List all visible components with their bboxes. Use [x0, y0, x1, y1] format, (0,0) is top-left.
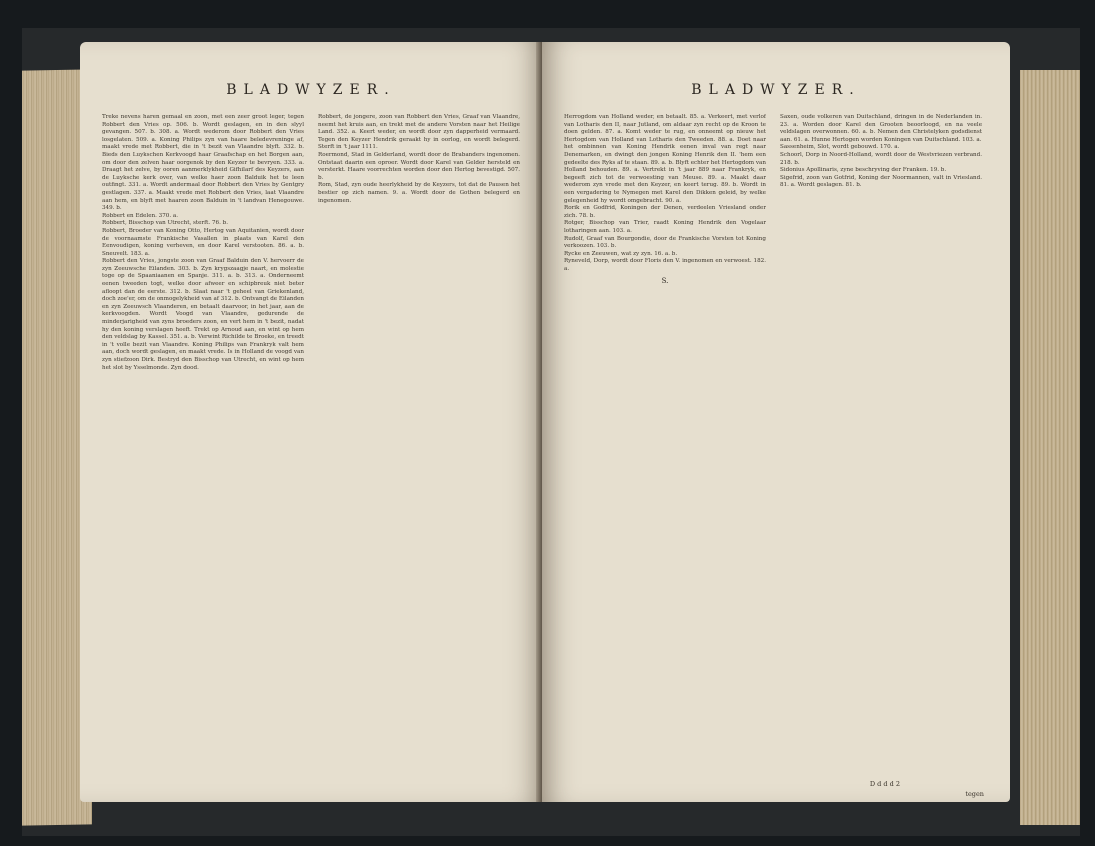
index-entry: Sigefrid, zoon van Gotfrid, Koning der Noormannen, valt in Vriesland. 81. a. Wordt geslagen. 81. b. — [780, 174, 982, 189]
index-entry: Rudolf, Graaf van Bourgondie, door de Frankische Vorsten tot Koning verkoozen. 103. b. — [564, 235, 766, 250]
left-column-1 — [102, 114, 304, 780]
right-page-edges — [1020, 70, 1080, 825]
right-page — [542, 42, 1010, 802]
index-entry: Ryneveld, Dorp, wordt door Floris den V. ingenomen en verwoest. 182. a. — [564, 258, 766, 272]
index-entry: Schoorl, Dorp in Noord-Holland, wordt door de Westvriezen verbrand. 218. b. — [780, 151, 982, 166]
index-entry: Rotger, Bisschop van Trier, raadt Koning Hendrik den Vogelaar lotharingen aan. 103. a. — [564, 220, 766, 234]
index-entry: Robbert en Edelen. 370. a. — [102, 212, 179, 219]
catchword: tegen — [965, 790, 984, 798]
index-entry: Rorik en Godfrid, Koningen der Denen, verdeelen Vriesland onder zich. 78. b. — [564, 205, 766, 219]
index-entry: Sassenheim, Slot, wordt gebouwd. 170. a. — [780, 144, 900, 151]
index-entry: Robbert, de jongere, zoon van Robbert den Vries, Graaf van Vlaandre, neemt het kruis aan, en trekt met de andere Vorsten naar het Heilige Land. 352. a. Keert weder, en wordt door zyn dapperheid vermaard. Tegen den Keyzer Hendrik geraakt hy in oorlog, en wordt belegerd. Sterft in 't jaar 1111. — [318, 114, 520, 151]
index-entry: Robbert, Broeder van Koning Otto, Hertog van Aquitanien, wordt door de voornaamste Frankische Vasallen in plaats van Karel den Eenvoudigen, koning verheven, en door Karel verstooten. 86. a. b. Sneuvelt. 183. a. — [102, 227, 304, 257]
section-letter: S. — [661, 277, 669, 286]
index-entry: Rycke en Zeeuwen, wat zy zyn. 16. a. b. — [564, 250, 678, 257]
right-page-header: BLADWYZER. — [691, 82, 861, 98]
left-column-2 — [318, 114, 520, 780]
left-page-columns — [102, 114, 520, 780]
index-entry: Treke nevens haren gemaal en zoon, met een zeer groot leger, tegen Robbert den Vries op. 506. b. Wordt geslagen, en in den slyyl gevangen. 507. b. 308. a. Wordt wederom door Robbert den Vries losgelaten. 509. a. Koning Philips zyn van haare beledevreninge af, maakt vrede met Robbert, die in 't bezit van Vlaandre blyft. 332. b. Bieds den Luykschen Kerkvoogd haar Graafschap en het Borgen aan, om door den zelven haar oorgenok by den Keyzer te bevryen. 333. a. Draagt het zelve, by ooren aanmerklykheid Gifhilarf des Keyzers, aan de Luyksche kerk over, van welke haer zoon Balduik het te leen outfingt. 331. a. Wordt andermaal door Robbert den Vries by Gentgry gestlagen. 337. a. Maakt vrede met Robbert den Vries, laat Vlaandre aan hem, en blyft met haaren zoon Balduin in 't landvan Henegouwe. 349. b. — [102, 114, 304, 212]
index-entry: Roermond, Stad in Gelderland, wordt door de Brabanders ingenomen. Ontstaat daarin een oproer. Wordt door Karel van Gelder hersteld en versterkt. Haare voorrechten worden door den Hertog bevestigd. 507. b. — [318, 151, 520, 181]
right-column-1 — [564, 114, 766, 780]
index-entry: Saxen, oude volkeren van Duitschland, dringen in de Nederlanden in. 23. a. Worden door Karel den Grooten beoorloogd, en na veele veldslagen overwonnen. 60. a. b. Nemen den Christelyken godsdienst aan. 61. a. Hunne Hertogen worden Koningen van Duitschland. 103. a. — [780, 114, 982, 143]
right-column-2 — [780, 114, 982, 780]
left-page-header: BLADWYZER. — [226, 82, 396, 98]
left-page — [80, 42, 542, 802]
right-page-columns — [564, 114, 982, 780]
index-entry: Herrogdom van Holland weder, en betaalt. 85. a. Verkeert, met verlof van Lotharis den II, naar Jutland, om aldaar zyn recht op de Kroon te doen gelden. 87. a. Komt weder te rug, en onneemt op nieuw het Hertogdom van Holland van Lotharis den Tweeden. 88. a. Doet naar het ombinnen van Koning Hendrik eenen inval van regt naar Denemarken, en dwingt den jongen Koning Henrik den II. 'hem een gedeelte des Ryks af te staan. 89. a. b. Blyft echter het Hertogdom van Holland behouden. 89. a. Vertrekt in 't jaar 889 naar Frankryk, en begeeft zich tot de verwoesting van Meuse. 89. a. Maakt daar wederom zyn vrede met den Keyzer, en keert terug. 89. b. Wordt in een vergadering te Nymegen met Karel den Dikken geleid, by welke gelegenheid hy wordt omgebracht. 90. a. — [564, 114, 766, 204]
index-entry: Robbert den Vries, jongste zoon van Graaf Balduin den V. hervoerr de zyn Zeeuwsche Eilanden. 303. b. Zyn krygszaagje naart, en molestie toge op de Spaaniaanen en Spanje. 311. a. b. 313. a. Onderneemt eenen tweeden togt, welke door afweer en schipbreuk niet beter afloopt dan de eerste. 312. b. Slaat naar 't geheel van Griekenland, doch zoe'er, om de onmogelykheid van af 312. b. Ontvangt de Eilanden en zyn Zeeuwsch Vlaanderen, en betaalt daarvoor, in het jaar, aan de kerkvoogden. Wordt Voogd van Vlaandre, gedurende de minderjarigheid van zyns broeders zoon, en vert hem in 't bezit, nadat hy den koning verslagen heeft. Trekt op Arnoud aan, en wint op hem den veldslag by Kassel. 351. a. b. Verwint Richilde te Broeke, en treedt in 't volle bezit van Vlaandre. Koning Philips van Frankryk valt hem aan, doch wordt geslagen, en maakt vrede. Is in Holland de voogd van zyn stiefzoon Dirk. Bestryd den Bisschop van Utrecht, en wint op hem het slot by Ysselmonde. Zyn dood. — [102, 258, 304, 371]
index-entry: Rom, Stad, zyn oude heerlykheid by de Keyzers, tot dat de Pausen het bestier op zich namen. 9. a. Wordt door de Gothen belegerd en ingenomen. — [318, 182, 520, 204]
index-entry: Sidonius Apollinaris, zyne beschryving der Franken. 19. b. — [780, 167, 947, 174]
index-entry: Robbert, Bisschop van Utrecht, sterft. 76. b. — [102, 220, 229, 227]
signature-mark: D d d d 2 — [869, 780, 900, 788]
